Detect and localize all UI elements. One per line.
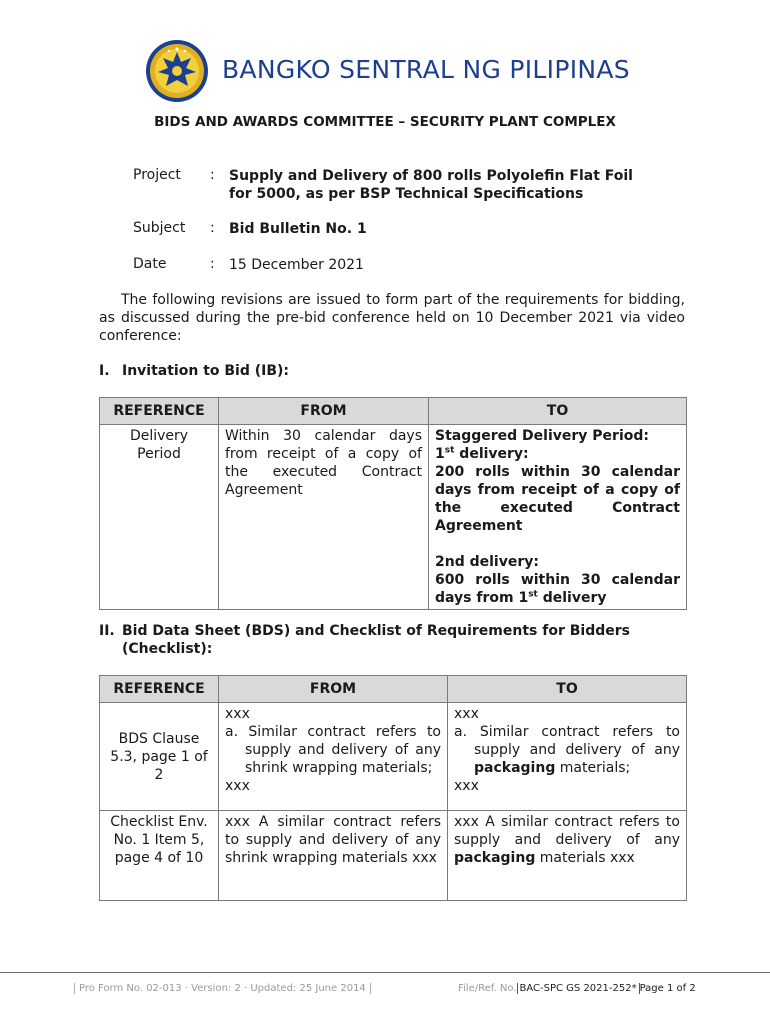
subject-label: Subject: [133, 220, 186, 236]
to-top: xxx: [454, 706, 479, 722]
committee-title: BIDS AND AWARDS COMMITTEE – SECURITY PLANT COMPLEX: [154, 114, 616, 130]
table-header-row: [100, 676, 687, 703]
to-second-heading: 2nd delivery:: [435, 554, 539, 570]
subject-value: Bid Bulletin No. 1: [229, 221, 367, 237]
to-cell: [429, 425, 687, 610]
header-reference: REFERENCE: [100, 398, 219, 425]
header-from: FROM: [219, 676, 448, 703]
footer-ref-value: BAC-SPC GS 2021-252*: [517, 983, 640, 994]
to-cell: [448, 703, 687, 811]
reference-cell: Delivery Period: [100, 425, 219, 610]
to-cell: xxx A similar contract refers to supply and delivery of any packaging materials xxx: [448, 811, 687, 901]
from-item: a. Similar contract refers to supply and delivery of any shrink wrapping materials;: [225, 724, 441, 776]
date-value: 15 December 2021: [229, 257, 364, 273]
to-item: a. Similar contract refers to supply and delivery of any packaging materials;: [454, 724, 680, 776]
from-cell: xxx A similar contract refers to supply and delivery of any shrink wrapping materials xxx: [219, 811, 448, 901]
section-2-title-line2: (Checklist):: [122, 641, 213, 657]
footer-divider: [0, 972, 770, 973]
intro-paragraph: The following revisions are issued to form part of the requirements for bidding, as discussed during the pre-bid conference held on 10 December 2021 via video conference:: [99, 292, 685, 344]
project-value-line1: Supply and Delivery of 800 rolls Polyolefin Flat Foil: [229, 168, 633, 184]
header-to: TO: [429, 398, 687, 425]
to-second-body: 600 rolls within 30 calendar days from 1st delivery: [435, 572, 680, 606]
project-label: Project: [133, 167, 181, 183]
subject-colon: :: [210, 220, 215, 236]
section-2-title: [99, 622, 685, 658]
from-bottom: xxx: [225, 778, 250, 794]
table-row: [100, 703, 687, 811]
section-1-title-text: Invitation to Bid (IB):: [122, 363, 290, 379]
section-2-number: II.: [99, 623, 115, 639]
from-top: xxx: [225, 706, 250, 722]
organization-name: BANGKO SENTRAL NG PILIPINAS: [222, 55, 630, 84]
bsp-seal-logo: [144, 38, 210, 104]
footer-form-info: Pro Form No. 02-013 · Version: 2 · Updated: 25 June 2014: [74, 983, 371, 994]
header-from: FROM: [219, 398, 429, 425]
section-1-number: I.: [99, 363, 110, 379]
from-cell: Within 30 calendar days from receipt of a copy of the executed Contract Agreement: [219, 425, 429, 610]
section-1-title: [99, 362, 289, 380]
to-heading: Staggered Delivery Period:: [435, 428, 649, 444]
table-row: [100, 811, 687, 901]
reference-cell: Checklist Env. No. 1 Item 5, page 4 of 10: [100, 811, 219, 901]
footer-ref-label: File/Ref. No.: [458, 983, 517, 994]
project-value-line2: for 5000, as per BSP Technical Specifications: [229, 186, 584, 202]
table-row: [100, 425, 687, 610]
date-label: Date: [133, 256, 167, 272]
bds-checklist-table: [99, 675, 687, 901]
project-colon: :: [210, 167, 215, 183]
table-header-row: [100, 398, 687, 425]
footer-reference: [458, 983, 696, 994]
header-reference: REFERENCE: [100, 676, 219, 703]
to-first-body: 200 rolls within 30 calendar days from receipt of a copy of the executed Contract Agreement: [435, 464, 680, 534]
date-colon: :: [210, 256, 215, 272]
ib-revisions-table: [99, 397, 687, 610]
project-value: [229, 167, 633, 203]
to-first-label: 1st delivery:: [435, 445, 529, 462]
section-2-title-line1: Bid Data Sheet (BDS) and Checklist of Requirements for Bidders: [122, 623, 630, 639]
from-cell: [219, 703, 448, 811]
footer-page: Page 1 of 2: [639, 983, 696, 994]
to-bottom: xxx: [454, 778, 479, 794]
header-to: TO: [448, 676, 687, 703]
reference-cell: BDS Clause 5.3, page 1 of 2: [100, 703, 219, 811]
